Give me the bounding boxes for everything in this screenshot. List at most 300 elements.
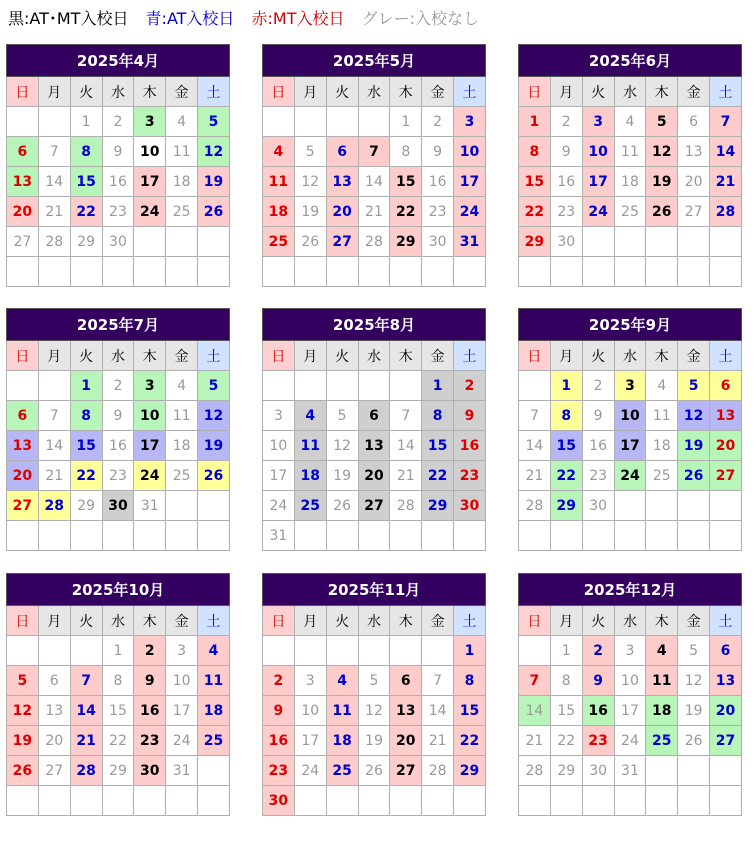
calendar-day: 13 <box>38 696 70 726</box>
weekday-header: 水 <box>102 341 134 371</box>
empty-cell <box>294 521 326 551</box>
calendar-day: 6 <box>710 636 742 666</box>
month-table <box>6 44 230 287</box>
calendar-day: 14 <box>38 431 70 461</box>
calendar-day: 16 <box>422 167 454 197</box>
calendar-day: 22 <box>550 461 582 491</box>
calendar-day: 30 <box>102 227 134 257</box>
calendar-day: 19 <box>198 431 230 461</box>
calendar-day: 27 <box>7 491 39 521</box>
calendar-day: 2 <box>102 371 134 401</box>
month-calendar <box>518 308 742 551</box>
calendar-day: 19 <box>7 726 39 756</box>
calendar-day: 2 <box>550 107 582 137</box>
calendar-day: 12 <box>198 401 230 431</box>
calendar-day: 26 <box>358 756 390 786</box>
calendar-day: 14 <box>358 167 390 197</box>
calendar-day: 25 <box>646 461 678 491</box>
empty-cell <box>326 371 358 401</box>
month-title: 2025年9月 <box>519 309 742 341</box>
empty-cell <box>358 786 390 816</box>
month-title: 2025年10月 <box>7 574 230 606</box>
weekday-header: 日 <box>263 77 295 107</box>
empty-cell <box>166 257 198 287</box>
calendar-day: 14 <box>519 431 551 461</box>
calendar-day: 13 <box>710 666 742 696</box>
weekday-header: 水 <box>102 77 134 107</box>
calendar-day: 20 <box>7 461 39 491</box>
calendar-day: 5 <box>198 107 230 137</box>
calendar-day: 19 <box>198 167 230 197</box>
calendar-day: 21 <box>390 461 422 491</box>
calendar-day: 11 <box>166 137 198 167</box>
calendar-day: 17 <box>263 461 295 491</box>
weekday-header: 金 <box>678 606 710 636</box>
calendar-day: 4 <box>646 371 678 401</box>
empty-cell <box>678 491 710 521</box>
calendar-day: 23 <box>102 197 134 227</box>
calendar-day: 13 <box>7 167 39 197</box>
calendar-day: 7 <box>390 401 422 431</box>
empty-cell <box>358 107 390 137</box>
calendar-day: 30 <box>102 491 134 521</box>
empty-cell <box>614 521 646 551</box>
weekday-header: 月 <box>294 606 326 636</box>
calendar-day: 11 <box>263 167 295 197</box>
empty-cell <box>294 786 326 816</box>
calendar-day: 11 <box>614 137 646 167</box>
empty-cell <box>7 786 39 816</box>
empty-cell <box>390 257 422 287</box>
calendar-day: 26 <box>326 491 358 521</box>
calendar-day: 25 <box>198 726 230 756</box>
calendar-day: 8 <box>454 666 486 696</box>
calendar-day: 29 <box>102 756 134 786</box>
weekday-header: 木 <box>646 77 678 107</box>
empty-cell <box>7 257 39 287</box>
empty-cell <box>550 521 582 551</box>
calendar-day: 5 <box>294 137 326 167</box>
weekday-header: 月 <box>38 606 70 636</box>
calendar-day: 6 <box>390 666 422 696</box>
month-table <box>262 308 486 551</box>
empty-cell <box>134 257 166 287</box>
calendar-day: 25 <box>294 491 326 521</box>
calendar-day: 24 <box>263 491 295 521</box>
calendar-day: 29 <box>422 491 454 521</box>
calendar-day: 27 <box>358 491 390 521</box>
calendar-day: 23 <box>582 461 614 491</box>
calendar-day: 1 <box>70 371 102 401</box>
calendar-day: 25 <box>166 197 198 227</box>
calendar-day: 20 <box>326 197 358 227</box>
calendar-day: 14 <box>422 696 454 726</box>
calendar-day: 4 <box>166 107 198 137</box>
empty-cell <box>390 521 422 551</box>
empty-cell <box>198 786 230 816</box>
calendar-day: 22 <box>390 197 422 227</box>
calendar-day: 22 <box>70 197 102 227</box>
calendar-day: 1 <box>519 107 551 137</box>
calendar-day: 8 <box>70 401 102 431</box>
calendar-day: 29 <box>390 227 422 257</box>
calendar-day: 24 <box>294 756 326 786</box>
empty-cell <box>7 107 39 137</box>
empty-cell <box>38 786 70 816</box>
calendar-day: 11 <box>646 666 678 696</box>
calendar-day: 7 <box>710 107 742 137</box>
legend <box>8 6 491 32</box>
empty-cell <box>134 227 166 257</box>
weekday-header: 金 <box>166 606 198 636</box>
calendar-day: 20 <box>678 167 710 197</box>
calendar-day: 30 <box>550 227 582 257</box>
calendar-day: 26 <box>198 461 230 491</box>
empty-cell <box>326 107 358 137</box>
calendar-day: 14 <box>70 696 102 726</box>
calendar-day: 27 <box>710 726 742 756</box>
calendar-day: 10 <box>134 401 166 431</box>
month-calendar <box>262 308 486 551</box>
calendar-day: 1 <box>550 636 582 666</box>
calendar-day: 1 <box>102 636 134 666</box>
calendar-day: 17 <box>294 726 326 756</box>
weekday-header: 日 <box>7 77 39 107</box>
empty-cell <box>358 257 390 287</box>
weekday-header: 金 <box>678 341 710 371</box>
empty-cell <box>422 786 454 816</box>
calendar-day: 27 <box>38 756 70 786</box>
calendar-day: 9 <box>102 401 134 431</box>
calendar-day: 17 <box>614 696 646 726</box>
empty-cell <box>550 786 582 816</box>
calendar-day: 10 <box>582 137 614 167</box>
month-calendar <box>6 308 230 551</box>
calendar-day: 29 <box>70 227 102 257</box>
empty-cell <box>678 756 710 786</box>
weekday-header: 土 <box>454 341 486 371</box>
empty-cell <box>263 371 295 401</box>
calendar-day: 31 <box>263 521 295 551</box>
calendar-day: 13 <box>326 167 358 197</box>
calendar-day: 18 <box>614 167 646 197</box>
calendar-day: 6 <box>7 401 39 431</box>
calendar-day: 29 <box>519 227 551 257</box>
calendar-day: 12 <box>294 167 326 197</box>
weekday-header: 木 <box>134 77 166 107</box>
empty-cell <box>166 786 198 816</box>
calendar-day: 21 <box>38 197 70 227</box>
weekday-header: 火 <box>326 606 358 636</box>
calendar-day: 24 <box>134 197 166 227</box>
month-calendar <box>518 44 742 287</box>
calendar-day: 19 <box>358 726 390 756</box>
month-calendar <box>262 44 486 287</box>
weekday-header: 木 <box>390 341 422 371</box>
weekday-header: 木 <box>646 341 678 371</box>
calendar-day: 7 <box>358 137 390 167</box>
calendar-day: 3 <box>263 401 295 431</box>
weekday-header: 月 <box>38 341 70 371</box>
empty-cell <box>326 257 358 287</box>
calendar-day: 24 <box>134 461 166 491</box>
calendar-day: 29 <box>550 756 582 786</box>
calendar-day: 3 <box>454 107 486 137</box>
calendar-day: 18 <box>294 461 326 491</box>
calendar-day: 28 <box>38 227 70 257</box>
calendar-day: 12 <box>326 431 358 461</box>
calendar-day: 3 <box>614 636 646 666</box>
calendar-day: 22 <box>422 461 454 491</box>
empty-cell <box>710 756 742 786</box>
legend-gray: グレー:入校なし <box>361 9 479 28</box>
calendar-day: 29 <box>70 491 102 521</box>
calendar-day: 22 <box>454 726 486 756</box>
calendar-day: 20 <box>7 197 39 227</box>
calendar-day: 21 <box>519 726 551 756</box>
empty-cell <box>294 636 326 666</box>
empty-cell <box>326 786 358 816</box>
calendar-day: 10 <box>614 666 646 696</box>
calendar-day: 25 <box>326 756 358 786</box>
empty-cell <box>198 257 230 287</box>
weekday-header: 金 <box>422 606 454 636</box>
calendar-day: 1 <box>70 107 102 137</box>
calendar-day: 17 <box>134 431 166 461</box>
calendar-day: 25 <box>614 197 646 227</box>
weekday-header: 土 <box>710 77 742 107</box>
calendar-day: 9 <box>102 137 134 167</box>
calendar-day: 17 <box>166 696 198 726</box>
calendar-day: 15 <box>102 696 134 726</box>
empty-cell <box>7 636 39 666</box>
calendar-day: 31 <box>134 491 166 521</box>
calendar-day: 21 <box>710 167 742 197</box>
calendar-day: 27 <box>710 461 742 491</box>
empty-cell <box>198 227 230 257</box>
empty-cell <box>519 636 551 666</box>
calendar-day: 8 <box>422 401 454 431</box>
calendar-day: 20 <box>358 461 390 491</box>
empty-cell <box>358 636 390 666</box>
weekday-header: 土 <box>454 606 486 636</box>
calendar-day: 28 <box>38 491 70 521</box>
empty-cell <box>7 521 39 551</box>
month-calendar <box>518 573 742 816</box>
empty-cell <box>454 786 486 816</box>
calendar-day: 15 <box>70 167 102 197</box>
weekday-header: 日 <box>7 341 39 371</box>
month-table <box>262 44 486 287</box>
empty-cell <box>166 491 198 521</box>
empty-cell <box>519 786 551 816</box>
calendar-day: 12 <box>646 137 678 167</box>
calendar-day: 18 <box>166 167 198 197</box>
calendar-day: 28 <box>519 756 551 786</box>
empty-cell <box>102 521 134 551</box>
weekday-header: 水 <box>358 341 390 371</box>
calendar-day: 28 <box>422 756 454 786</box>
calendar-day: 9 <box>263 696 295 726</box>
calendar-day: 12 <box>358 696 390 726</box>
empty-cell <box>422 636 454 666</box>
calendar-day: 27 <box>326 227 358 257</box>
calendar-day: 6 <box>326 137 358 167</box>
empty-cell <box>70 521 102 551</box>
calendar-day: 23 <box>454 461 486 491</box>
calendar-day: 4 <box>166 371 198 401</box>
calendar-day: 5 <box>7 666 39 696</box>
calendar-day: 1 <box>422 371 454 401</box>
empty-cell <box>198 756 230 786</box>
empty-cell <box>294 371 326 401</box>
calendar-day: 31 <box>614 756 646 786</box>
calendar-day: 2 <box>582 636 614 666</box>
calendar-day: 24 <box>454 197 486 227</box>
month-title: 2025年6月 <box>519 45 742 77</box>
empty-cell <box>38 521 70 551</box>
empty-cell <box>614 786 646 816</box>
empty-cell <box>294 107 326 137</box>
empty-cell <box>166 521 198 551</box>
calendar-day: 19 <box>678 696 710 726</box>
calendar-day: 1 <box>454 636 486 666</box>
calendar-day: 15 <box>550 696 582 726</box>
legend-blue: 青:AT入校日 <box>145 9 235 28</box>
empty-cell <box>582 257 614 287</box>
calendar-day: 25 <box>166 461 198 491</box>
calendar-day: 9 <box>454 401 486 431</box>
calendar-day: 15 <box>519 167 551 197</box>
month-table <box>6 573 230 816</box>
calendar-day: 26 <box>294 227 326 257</box>
empty-cell <box>710 521 742 551</box>
weekday-header: 水 <box>102 606 134 636</box>
calendar-day: 4 <box>294 401 326 431</box>
empty-cell <box>582 227 614 257</box>
empty-cell <box>678 521 710 551</box>
empty-cell <box>70 786 102 816</box>
weekday-header: 水 <box>614 606 646 636</box>
empty-cell <box>38 107 70 137</box>
calendar-day: 26 <box>678 726 710 756</box>
calendar-day: 10 <box>454 137 486 167</box>
weekday-header: 火 <box>70 606 102 636</box>
empty-cell <box>358 521 390 551</box>
calendar-day: 23 <box>550 197 582 227</box>
month-title: 2025年5月 <box>263 45 486 77</box>
calendar-day: 20 <box>710 696 742 726</box>
calendar-day: 14 <box>519 696 551 726</box>
weekday-header: 水 <box>614 341 646 371</box>
calendar-day: 12 <box>198 137 230 167</box>
empty-cell <box>614 491 646 521</box>
weekday-header: 月 <box>550 606 582 636</box>
calendar-day: 29 <box>454 756 486 786</box>
weekday-header: 土 <box>454 77 486 107</box>
calendar-day: 28 <box>519 491 551 521</box>
calendar-day: 27 <box>7 227 39 257</box>
weekday-header: 火 <box>70 341 102 371</box>
empty-cell <box>198 521 230 551</box>
weekday-header: 火 <box>582 341 614 371</box>
legend-red: 赤:MT入校日 <box>251 9 345 28</box>
calendar-day: 12 <box>7 696 39 726</box>
calendar-day: 26 <box>7 756 39 786</box>
calendar-day: 16 <box>102 167 134 197</box>
calendar-day: 3 <box>294 666 326 696</box>
calendar-day: 16 <box>263 726 295 756</box>
calendar-day: 9 <box>134 666 166 696</box>
calendar-day: 30 <box>582 756 614 786</box>
calendar-day: 2 <box>454 371 486 401</box>
weekday-header: 木 <box>646 606 678 636</box>
calendar-day: 13 <box>710 401 742 431</box>
calendar-day: 4 <box>646 636 678 666</box>
calendar-day: 30 <box>422 227 454 257</box>
empty-cell <box>710 227 742 257</box>
calendar-day: 22 <box>102 726 134 756</box>
empty-cell <box>326 636 358 666</box>
calendar-day: 7 <box>519 666 551 696</box>
calendar-day: 4 <box>614 107 646 137</box>
weekday-header: 月 <box>550 77 582 107</box>
weekday-header: 日 <box>263 606 295 636</box>
weekday-header: 火 <box>582 77 614 107</box>
calendar-day: 19 <box>646 167 678 197</box>
legend-black: 黒:AT･MT入校日 <box>8 9 129 28</box>
calendar-day: 7 <box>422 666 454 696</box>
calendar-day: 10 <box>294 696 326 726</box>
calendar-day: 24 <box>614 461 646 491</box>
calendar-day: 2 <box>582 371 614 401</box>
calendar-day: 9 <box>550 137 582 167</box>
calendar-day: 28 <box>358 227 390 257</box>
calendar-day: 6 <box>710 371 742 401</box>
empty-cell <box>519 521 551 551</box>
calendar-day: 17 <box>614 431 646 461</box>
calendar-day: 16 <box>102 431 134 461</box>
weekday-header: 金 <box>678 77 710 107</box>
calendar-day: 16 <box>582 696 614 726</box>
empty-cell <box>646 491 678 521</box>
calendar-day: 6 <box>678 107 710 137</box>
weekday-header: 土 <box>710 606 742 636</box>
calendar-day: 4 <box>198 636 230 666</box>
empty-cell <box>166 227 198 257</box>
month-title: 2025年4月 <box>7 45 230 77</box>
empty-cell <box>646 521 678 551</box>
calendar-day: 8 <box>519 137 551 167</box>
calendar-day: 18 <box>166 431 198 461</box>
weekday-header: 日 <box>7 606 39 636</box>
calendar-day: 3 <box>614 371 646 401</box>
calendar-day: 25 <box>263 227 295 257</box>
weekday-header: 水 <box>614 77 646 107</box>
calendar-day: 5 <box>326 401 358 431</box>
calendar-day: 23 <box>263 756 295 786</box>
calendar-day: 2 <box>422 107 454 137</box>
calendar-day: 24 <box>582 197 614 227</box>
calendar-day: 2 <box>263 666 295 696</box>
calendar-day: 31 <box>454 227 486 257</box>
empty-cell <box>102 786 134 816</box>
empty-cell <box>263 107 295 137</box>
calendar-day: 19 <box>294 197 326 227</box>
calendar-day: 14 <box>710 137 742 167</box>
calendar-day: 17 <box>582 167 614 197</box>
calendar-day: 22 <box>550 726 582 756</box>
